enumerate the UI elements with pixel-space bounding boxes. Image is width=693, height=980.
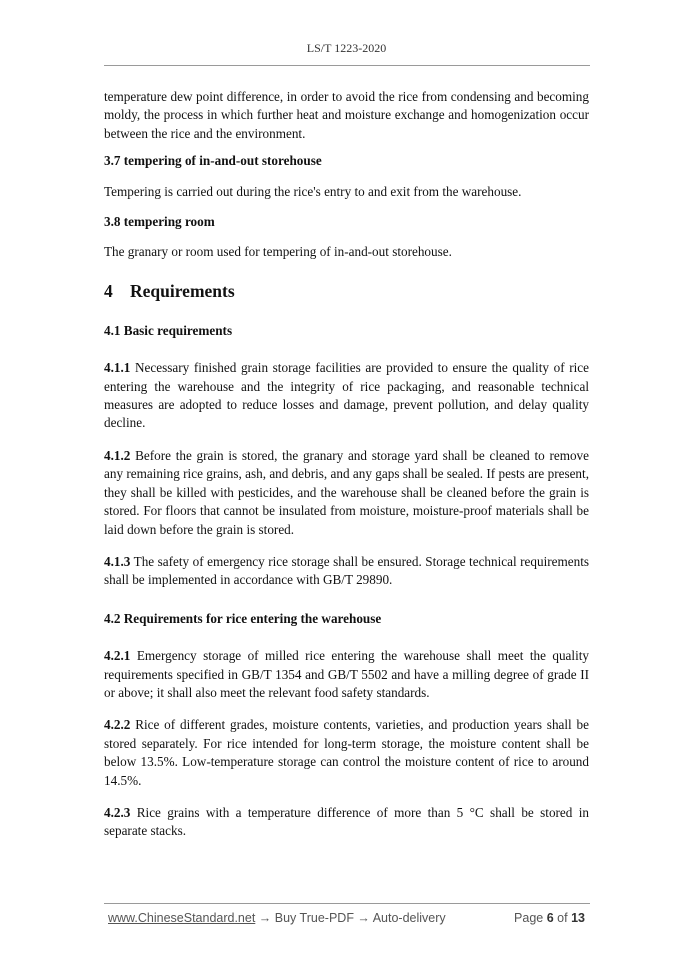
clause-number: 4.1.3 bbox=[104, 553, 131, 569]
document-footer bbox=[108, 911, 585, 925]
clause-4-1-3 bbox=[104, 553, 589, 590]
clause-number: 4.2.2 bbox=[104, 717, 131, 733]
clause-number: 4.1.1 bbox=[104, 360, 131, 376]
section-4-number: 4 bbox=[104, 280, 113, 301]
definition-3-8-title: 3.8 tempering room bbox=[104, 214, 215, 230]
clause-4-2-2 bbox=[104, 716, 589, 790]
header-divider bbox=[104, 65, 590, 66]
clause-text: Necessary finished grain storage facilities are provided to ensure the quality of rice entering the warehouse and the integrity of rice packaging, and reasonable technical measures are adopted to reduce losses and damage, prevent pollution, and delay quality decline. bbox=[104, 360, 589, 431]
page-indicator bbox=[514, 911, 585, 925]
section-4-title: Requirements bbox=[130, 280, 235, 301]
clause-4-1-2 bbox=[104, 447, 589, 539]
document-header: LS/T 1223-2020 bbox=[306, 41, 387, 55]
clause-text: Rice grains with a temperature difference of more than 5 °C shall be stored in separate stacks. bbox=[104, 804, 589, 839]
arrow-icon: → bbox=[353, 911, 373, 925]
clause-4-2-1 bbox=[104, 647, 589, 702]
definition-3-8-body: The granary or room used for tempering of in-and-out storehouse. bbox=[104, 244, 452, 260]
definition-3-7-body: Tempering is carried out during the rice's entry to and exit from the warehouse. bbox=[104, 183, 522, 199]
auto-delivery-text: Auto-delivery bbox=[372, 911, 446, 925]
arrow-icon: → bbox=[255, 911, 275, 925]
clause-text: Emergency storage of milled rice entering the warehouse shall meet the quality requirements specified in GB/T 1354 and GB/T 5502 and have a milling degree of grade II or above; it shall also meet the relevant food safety standards. bbox=[104, 648, 589, 700]
section-4-heading bbox=[104, 280, 589, 302]
footer-divider bbox=[104, 903, 590, 904]
of-label: of bbox=[557, 911, 568, 925]
current-page-number: 6 bbox=[546, 911, 554, 925]
site-link[interactable]: www.ChineseStandard.net bbox=[108, 911, 256, 925]
clause-4-2-3 bbox=[104, 804, 589, 841]
document-body bbox=[104, 88, 589, 855]
intro-paragraph: temperature dew point difference, in order to avoid the rice from condensing and becoming moldy, the process in which further heat and moisture exchange and homogenization occur between the rice and the environment. bbox=[104, 89, 589, 141]
clause-text: The safety of emergency rice storage shall be ensured. Storage technical requirements shall be implemented in accordance with GB/T 29890. bbox=[104, 553, 589, 588]
footer-links bbox=[108, 911, 446, 925]
clause-text: Rice of different grades, moisture contents, varieties, and production years shall be stored separately. For rice intended for long-term storage, the moisture content shall be below 13.5%. Low-temperature storage can control the moisture content of rice to around 14.5%. bbox=[104, 717, 589, 788]
total-pages-number: 13 bbox=[571, 911, 585, 925]
clause-text: Before the grain is stored, the granary and storage yard shall be cleaned to remove any remaining rice grains, ash, and debris, and any gaps shall be sealed. If pests are present, they shall be killed with pesticides, and the warehouse shall be cleaned before the grain is stored. For floors that cannot be insulated from moisture, moisture-proof materials shall be laid down before the grain is stored. bbox=[104, 447, 589, 537]
clause-4-1-1 bbox=[104, 359, 589, 433]
subsection-4-2-heading: 4.2 Requirements for rice entering the warehouse bbox=[104, 610, 382, 626]
clause-number: 4.1.2 bbox=[104, 447, 131, 463]
buy-pdf-text: Buy True-PDF bbox=[274, 911, 354, 925]
page-label: Page bbox=[514, 911, 544, 925]
clause-number: 4.2.3 bbox=[104, 804, 131, 820]
subsection-4-1-heading: 4.1 Basic requirements bbox=[104, 322, 233, 338]
clause-number: 4.2.1 bbox=[104, 648, 131, 664]
definition-3-7-title: 3.7 tempering of in-and-out storehouse bbox=[104, 153, 322, 169]
